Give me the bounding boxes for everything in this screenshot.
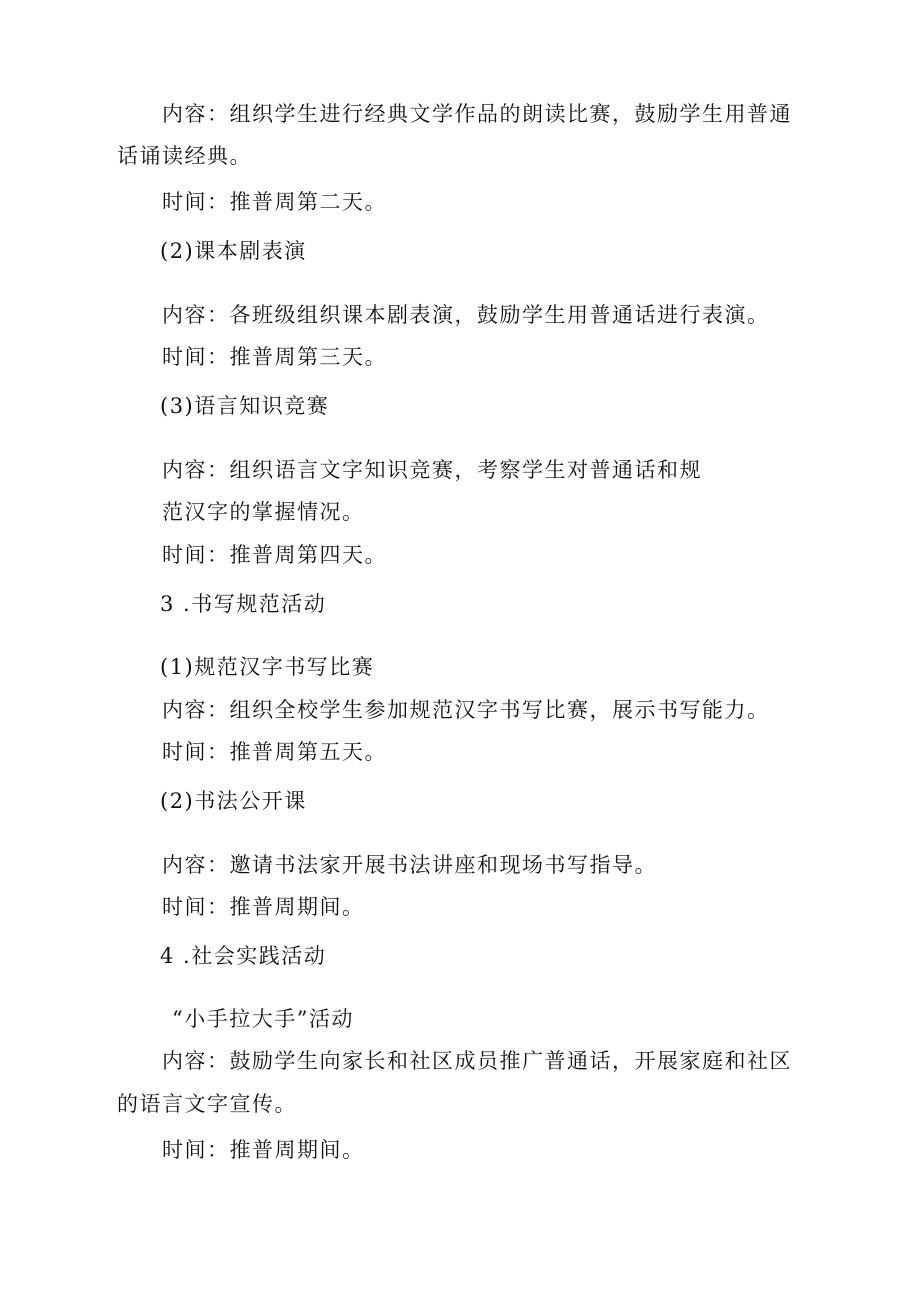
content-line-recitation: 内容：组织学生进行经典文学作品的朗读比赛，鼓励学生用普通 <box>162 102 792 126</box>
time-line-day5: 时间：推普周第五天。 <box>162 740 387 764</box>
content-line-writing: 内容：组织全校学生参加规范汉字书写比赛，展示书写能力。 <box>162 698 770 722</box>
heading-textbook-drama: (2)课本剧表演 <box>160 239 307 263</box>
heading-calligraphy-class: (2)书法公开课 <box>160 789 307 813</box>
heading-small-hands: “小手拉大手”活动 <box>172 1007 354 1031</box>
content-line-practice: 内容：鼓励学生向家长和社区成员推广普通话，开展家庭和社区 <box>162 1049 792 1073</box>
content-line-drama: 内容：各班级组织课本剧表演，鼓励学生用普通话进行表演。 <box>162 303 770 327</box>
time-line-week-final: 时间：推普周期间。 <box>162 1138 365 1162</box>
section-heading-writing: 3 .书写规范活动 <box>160 592 327 616</box>
heading-writing-contest: (1)规范汉字书写比赛 <box>160 655 375 679</box>
time-line-week: 时间：推普周期间。 <box>162 895 365 919</box>
section-heading-practice: 4 .社会实践活动 <box>160 944 327 968</box>
heading-language-contest: (3)语言知识竞赛 <box>160 394 330 418</box>
content-line-contest-cont: 范汉字的掌握情况。 <box>162 500 365 524</box>
content-line-calligraphy: 内容：邀请书法家开展书法讲座和现场书写指导。 <box>162 853 657 877</box>
time-line-day2: 时间：推普周第二天。 <box>162 190 387 214</box>
time-line-day4: 时间：推普周第四天。 <box>162 543 387 567</box>
content-line-recitation-cont: 话诵读经典。 <box>117 144 252 168</box>
time-line-day3: 时间：推普周第三天。 <box>162 345 387 369</box>
content-line-contest: 内容：组织语言文字知识竞赛，考察学生对普通话和规 <box>162 458 702 482</box>
content-line-practice-cont: 的语言文字宣传。 <box>117 1092 297 1116</box>
